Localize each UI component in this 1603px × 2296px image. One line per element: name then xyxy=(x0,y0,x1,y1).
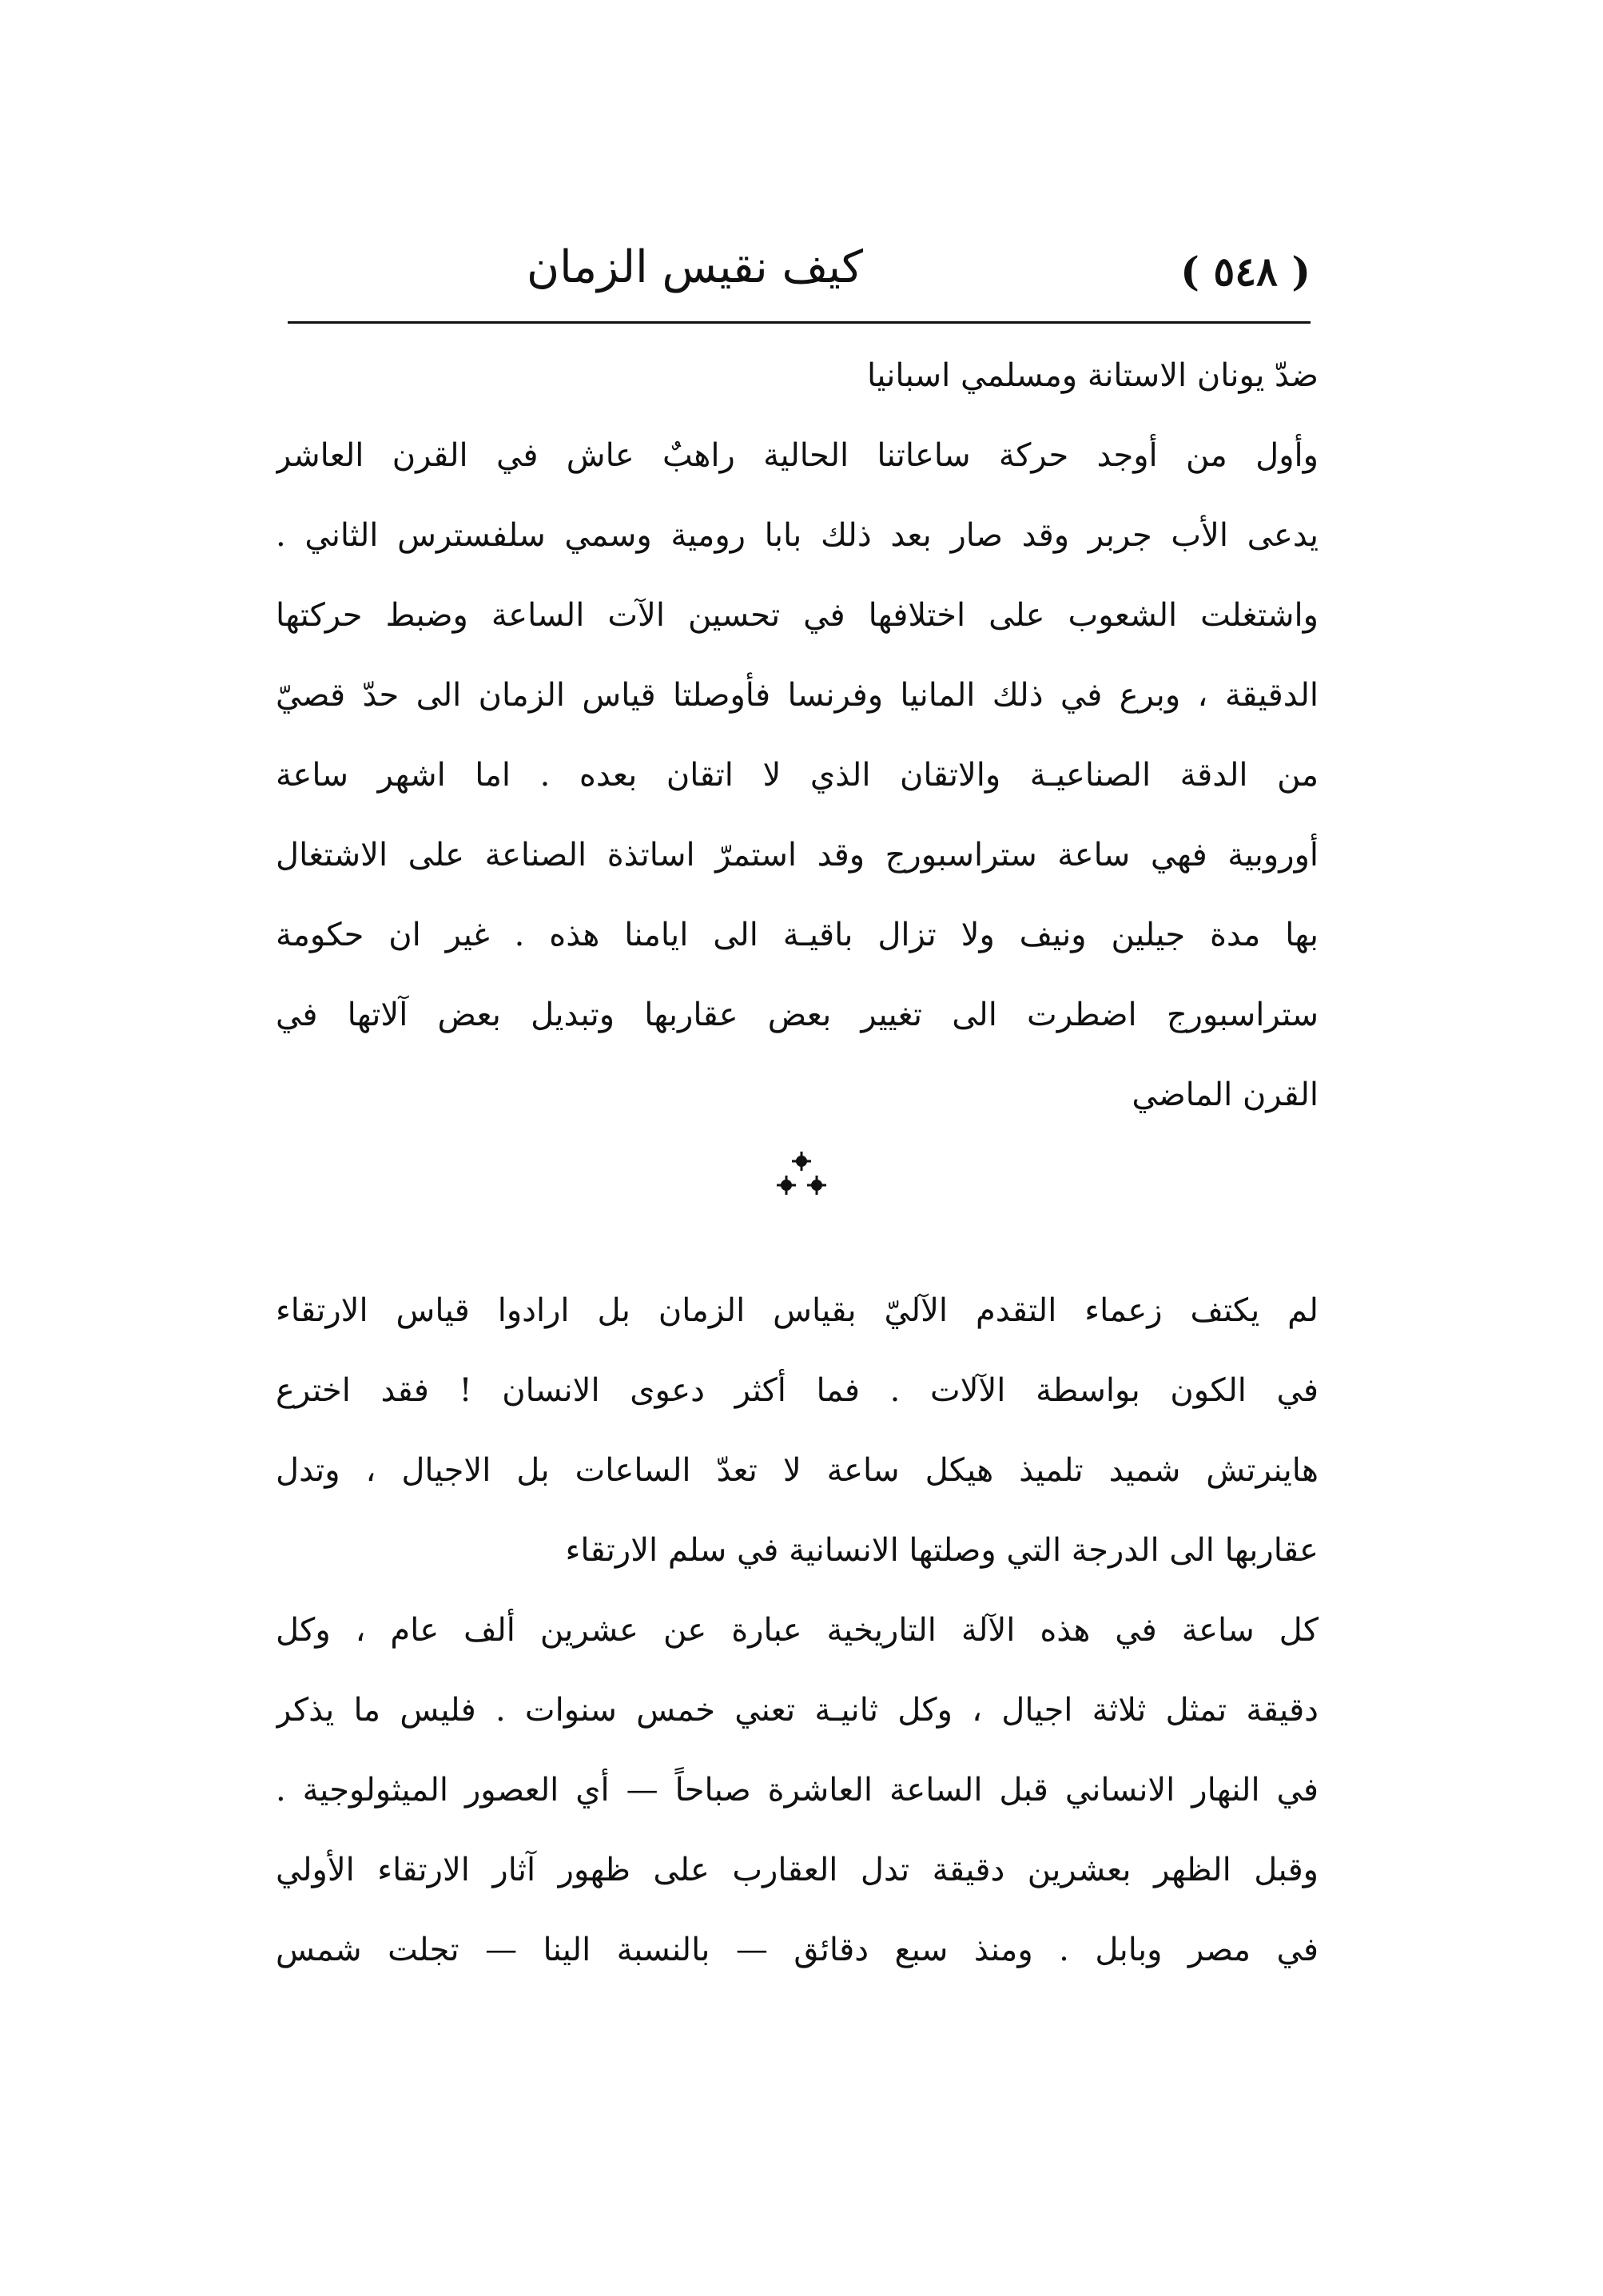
text-line: لم يكتف زعماء التقدم الآليّ بقياس الزمان بل ارادوا قياس الارتقاء xyxy=(276,1292,1319,1329)
section-1-text xyxy=(276,336,1319,1135)
text-line: ضدّ يونان الاستانة ومسلمي اسبانيا xyxy=(867,357,1319,394)
text-line: من الدقة الصناعيـة والاتقان الذي لا اتقان بعده . اما اشهر ساعة xyxy=(276,757,1319,794)
page-header xyxy=(288,228,1311,316)
text-line: في مصر وبابل . ومنذ سبع دقائق — بالنسبة الينا — تجلت شمس xyxy=(276,1932,1319,1968)
section-2-text xyxy=(276,1271,1319,1990)
text-line: بها مدة جيلين ونيف ولا تزال باقيـة الى ايامنا هذه . غير ان حكومة xyxy=(276,917,1319,953)
text-line: ستراسبورج اضطرت الى تغيير بعض عقاربها وتبديل بعض آلاتها في xyxy=(276,997,1319,1033)
asterism-icon xyxy=(774,1147,829,1203)
text-line: وأول من أوجد حركة ساعاتنا الحالية راهبٌ عاش في القرن العاشر xyxy=(276,437,1319,474)
text-line: يدعى الأب جربر وقد صار بعد ذلك بابا رومية وسمي سلفسترس الثاني . xyxy=(276,517,1319,554)
text-line: وقبل الظهر بعشرين دقيقة تدل العقارب على ظهور آثار الارتقاء الأولي xyxy=(276,1852,1319,1888)
running-title: كيف نقيس الزمان xyxy=(526,241,863,293)
page-number: ( ٥٤٨ ) xyxy=(1180,248,1311,295)
text-line: في الكون بواسطة الآلات . فما أكثر دعوى الانسان ! فقد اخترع xyxy=(276,1372,1319,1409)
text-line: أوروبية فهي ساعة ستراسبورج وقد استمرّ اساتذة الصناعة على الاشتغال xyxy=(276,837,1319,873)
text-line: واشتغلت الشعوب على اختلافها في تحسين الآت الساعة وضبط حركتها xyxy=(276,597,1319,634)
text-line: هاينرتش شميد تلميذ هيكل ساعة لا تعدّ الساعات بل الاجيال ، وتدل xyxy=(276,1452,1319,1489)
text-line: الدقيقة ، وبرع في ذلك المانيا وفرنسا فأوصلتا قياس الزمان الى حدّ قصيّ xyxy=(276,677,1319,714)
text-line: في النهار الانساني قبل الساعة العاشرة صباحاً — أي العصور الميثولوجية . xyxy=(276,1772,1319,1809)
text-line: عقاربها الى الدرجة التي وصلتها الانسانية في سلم الارتقاء xyxy=(565,1532,1319,1569)
header-rule xyxy=(288,321,1311,324)
text-line: القرن الماضي xyxy=(1132,1076,1319,1113)
text-line: دقيقة تمثل ثلاثة اجيال ، وكل ثانيـة تعني خمس سنوات . فليس ما يذكر xyxy=(276,1692,1319,1729)
text-line: كل ساعة في هذه الآلة التاريخية عبارة عن عشرين ألف عام ، وكل xyxy=(276,1612,1319,1649)
